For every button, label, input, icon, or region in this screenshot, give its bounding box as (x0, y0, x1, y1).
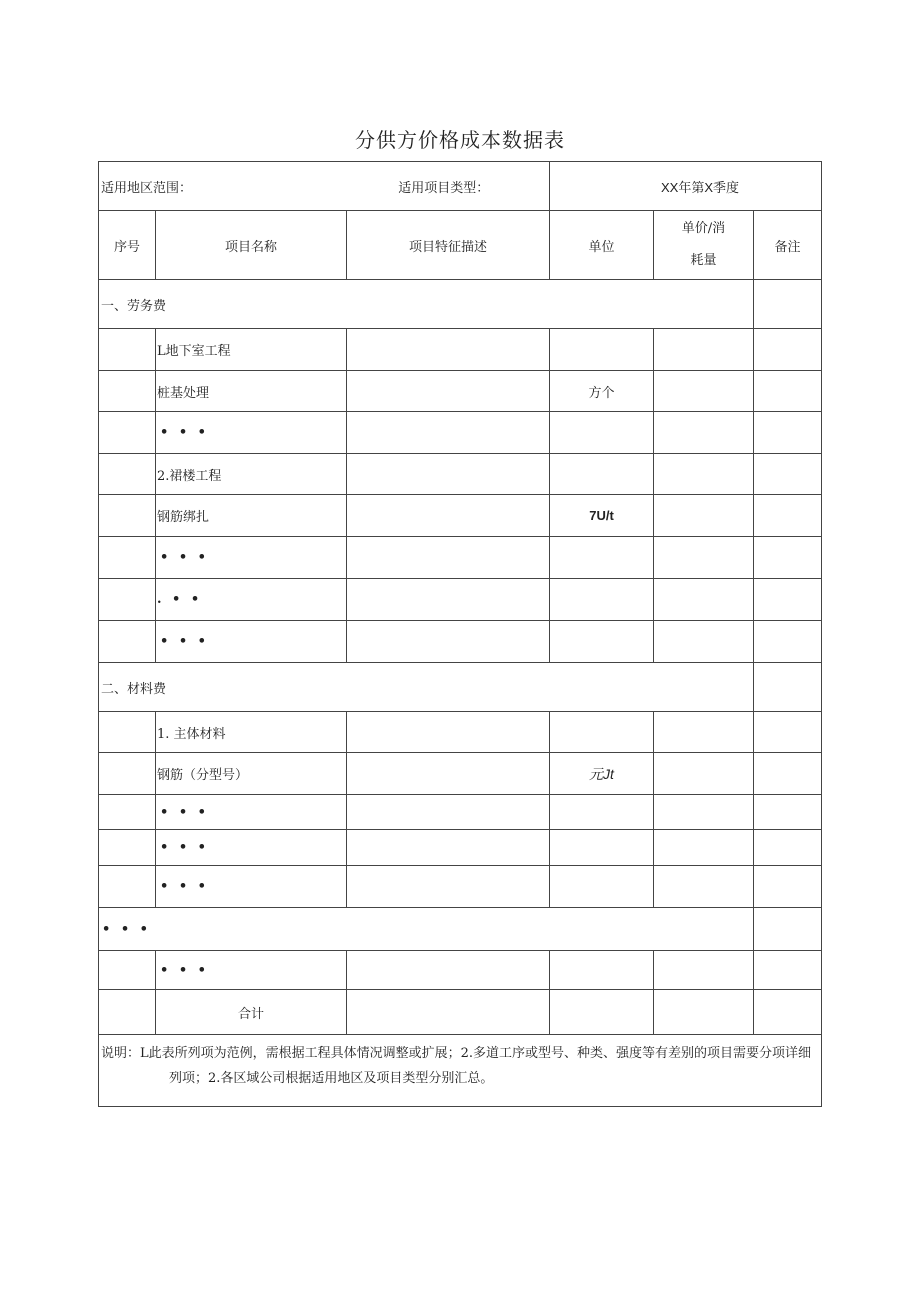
region-label: 适用地区范围： (101, 180, 193, 196)
section-material: 二、材料费 (99, 663, 754, 712)
table-row (99, 495, 822, 537)
item-name: 1. 主体材料 (156, 712, 347, 753)
section-more: • • • (99, 908, 754, 951)
ellipsis: • • • (156, 621, 347, 663)
table-row (99, 951, 822, 990)
section-row (99, 663, 822, 712)
table-row (99, 830, 822, 866)
item-name: L地下室工程 (156, 329, 347, 371)
header-unit: 单位 (550, 211, 654, 280)
table-row (99, 712, 822, 753)
table-row (99, 795, 822, 830)
ellipsis: • • • (156, 830, 347, 866)
header-feature: 项目特征描述 (347, 211, 550, 280)
item-unit: 元Jt (550, 753, 654, 795)
item-name: 桩基处理 (156, 371, 347, 412)
info-cell (99, 162, 550, 211)
total-row (99, 990, 822, 1035)
ellipsis: . • • (156, 579, 347, 621)
table-row (99, 329, 822, 371)
item-name: 2.裙楼工程 (156, 454, 347, 495)
table-row (99, 753, 822, 795)
header-price-line2: 耗量 (690, 253, 717, 268)
header-price-line1: 单价/消 (681, 221, 726, 236)
note-cell (99, 1035, 822, 1107)
ellipsis: • • • (156, 795, 347, 830)
header-name: 项目名称 (156, 211, 347, 280)
item-name: 钢筋绑扎 (156, 495, 347, 537)
ellipsis: • • • (156, 866, 347, 908)
ellipsis: • • • (156, 951, 347, 990)
table-row (99, 621, 822, 663)
ellipsis: • • • (156, 537, 347, 579)
header-price (654, 211, 754, 280)
section-row (99, 280, 822, 329)
item-unit: 方个 (550, 371, 654, 412)
item-name: 钢筋（分型号） (156, 753, 347, 795)
period-label: XX年第X季度 (550, 162, 822, 211)
total-label: 合计 (156, 990, 347, 1035)
page-title: 分供方价格成本数据表 (355, 128, 565, 152)
table-row (99, 412, 822, 454)
table-row (99, 537, 822, 579)
header-seq: 序号 (99, 211, 156, 280)
info-row (99, 162, 822, 211)
section-row (99, 908, 822, 951)
table-row (99, 866, 822, 908)
table-row (99, 371, 822, 412)
cost-table (98, 161, 822, 1107)
table-row (99, 454, 822, 495)
note-line2: 列项；2.各区域公司根据适用地区及项目类型分别汇总。 (169, 1071, 494, 1086)
section-labor: 一、劳务费 (99, 280, 754, 329)
ellipsis: • • • (156, 412, 347, 454)
header-remark: 备注 (754, 211, 822, 280)
note-line1: 说明：L此表所列项为范例，需根据工程具体情况调整或扩展；2.多道工序或型号、种类、强度等有差别的项目需要分项详细 (101, 1046, 812, 1061)
header-row (99, 211, 822, 280)
note-row (99, 1035, 822, 1107)
item-unit: 7U/t (550, 495, 654, 537)
project-type-label: 适用项目类型： (398, 180, 490, 196)
table-row (99, 579, 822, 621)
